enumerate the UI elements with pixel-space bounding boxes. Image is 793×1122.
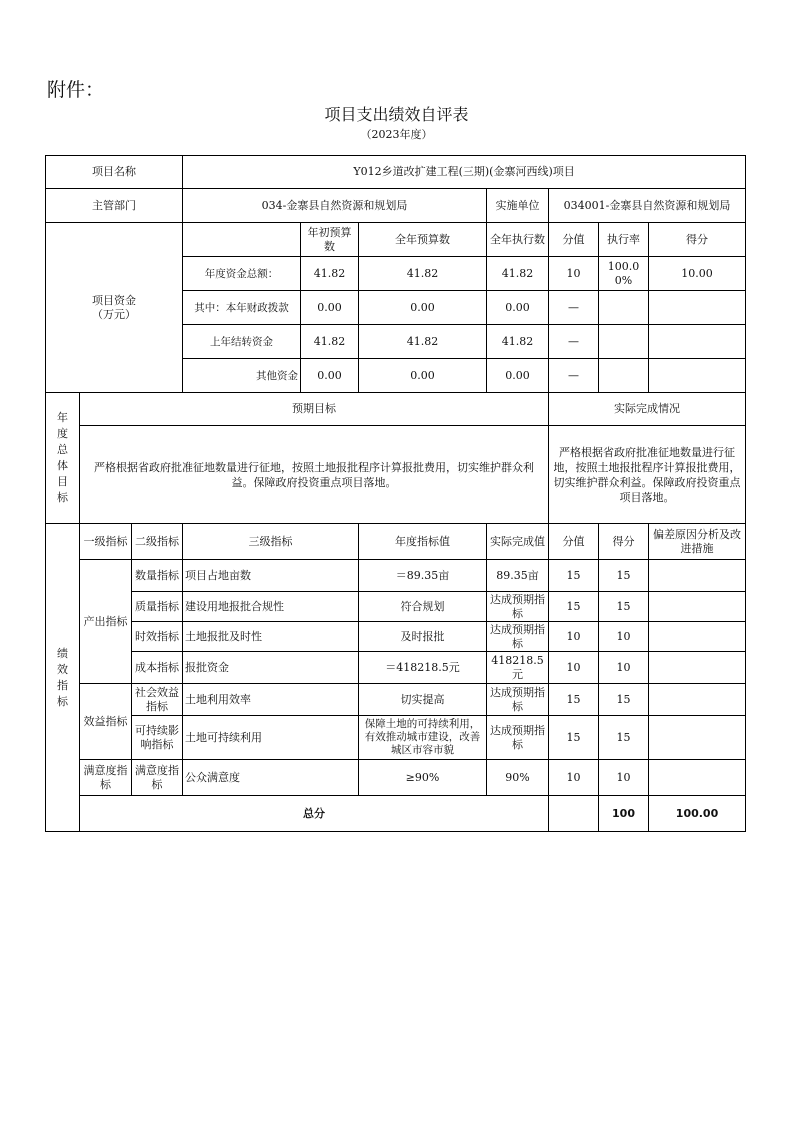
target-cell: 切实提高 (359, 684, 487, 716)
target-cell: ＝418218.5元 (359, 652, 487, 684)
score-cell: 10 (599, 622, 649, 652)
actual-cell: 达成预期指标 (487, 622, 549, 652)
header-score: 得分 (599, 524, 649, 560)
actual-cell: 90% (487, 760, 549, 796)
level3-cell: 建设用地报批合规性 (183, 592, 359, 622)
funds-row-rate (599, 291, 649, 325)
total-blank (549, 796, 599, 832)
funds-row-score (649, 291, 746, 325)
analysis-cell (649, 560, 746, 592)
score-cell: 15 (599, 684, 649, 716)
expected-goal-header: 预期目标 (80, 393, 549, 426)
goals-content-row (46, 426, 746, 524)
header-analysis: 偏差原因分析及改进措施 (649, 524, 746, 560)
indicator-row (46, 560, 746, 592)
score-cell: 15 (599, 716, 649, 760)
score-cell: 10 (599, 652, 649, 684)
funds-row-label: 上年结转资金 (183, 325, 301, 359)
self-evaluation-table (45, 155, 746, 832)
funds-header-rate: 执行率 (599, 223, 649, 257)
funds-row-initial: 0.00 (301, 291, 359, 325)
funds-row-label: 年度资金总额： (183, 257, 301, 291)
level2-cell: 质量指标 (132, 592, 183, 622)
score-cell: 10 (599, 760, 649, 796)
analysis-cell (649, 652, 746, 684)
target-cell: 符合规划 (359, 592, 487, 622)
score-value-cell: 10 (549, 652, 599, 684)
performance-indicator-label: 绩 效 指 标 (46, 524, 80, 832)
funds-header-row (46, 223, 746, 257)
header-target: 年度指标值 (359, 524, 487, 560)
impl-value: 034001-金寨县自然资源和规划局 (549, 189, 746, 223)
level3-cell: 项目占地亩数 (183, 560, 359, 592)
funds-row-full: 0.00 (359, 291, 487, 325)
level2-cell: 可持续影响指标 (132, 716, 183, 760)
funds-row-executed: 0.00 (487, 291, 549, 325)
level2-cell: 数量指标 (132, 560, 183, 592)
target-cell: ≥90% (359, 760, 487, 796)
indicator-header-row (46, 524, 746, 560)
header-level3: 三级指标 (183, 524, 359, 560)
header-score-value: 分值 (549, 524, 599, 560)
analysis-cell (649, 716, 746, 760)
level2-cell: 社会效益指标 (132, 684, 183, 716)
funds-row-executed: 41.82 (487, 325, 549, 359)
funds-row-score-value: — (549, 359, 599, 393)
report-year: （2023年度） (360, 128, 433, 141)
level2-cell: 成本指标 (132, 652, 183, 684)
actual-cell: 达成预期指标 (487, 716, 549, 760)
indicator-row (46, 622, 746, 652)
level2-cell: 时效指标 (132, 622, 183, 652)
actual-cell: 达成预期指标 (487, 684, 549, 716)
funds-row-initial: 41.82 (301, 257, 359, 291)
dept-value: 034-金寨县自然资源和规划局 (183, 189, 487, 223)
attachment-label: 附件： (47, 79, 105, 101)
header-actual: 实际完成值 (487, 524, 549, 560)
level3-cell: 土地可持续利用 (183, 716, 359, 760)
indicator-row (46, 760, 746, 796)
total-score: 100.00 (649, 796, 746, 832)
indicator-row (46, 684, 746, 716)
score-value-cell: 15 (549, 560, 599, 592)
analysis-cell (649, 760, 746, 796)
header-level1: 一级指标 (80, 524, 132, 560)
project-name-row (46, 156, 746, 189)
funds-row-score: 10.00 (649, 257, 746, 291)
level3-cell: 土地利用效率 (183, 684, 359, 716)
funds-header-full: 全年预算数 (359, 223, 487, 257)
indicator-row (46, 652, 746, 684)
target-cell: 保障土地的可持续利用，有效推动城市建设，改善城区市容市貌 (359, 716, 487, 760)
funds-row-label: 其中：本年财政拨款 (183, 291, 301, 325)
project-name-value: Y012乡道改扩建工程(三期)(金寨河西线)项目 (183, 156, 746, 189)
analysis-cell (649, 592, 746, 622)
actual-cell: 89.35亩 (487, 560, 549, 592)
funds-label: 项目资金 （万元） (46, 223, 183, 393)
total-score-value: 100 (599, 796, 649, 832)
target-cell: ＝89.35亩 (359, 560, 487, 592)
score-value-cell: 10 (549, 622, 599, 652)
score-value-cell: 15 (549, 592, 599, 622)
funds-row-score-value: — (549, 291, 599, 325)
project-name-label: 项目名称 (46, 156, 183, 189)
funds-row-rate: 100.00% (599, 257, 649, 291)
dept-label: 主管部门 (46, 189, 183, 223)
impl-label: 实施单位 (487, 189, 549, 223)
actual-completion-text: 严格根据省政府批准征地数量进行征地，按照土地报批程序计算报批费用，切实维护群众利益。保障政府投资重点项目落地。 (549, 426, 746, 524)
annual-goal-label: 年 度 总 体 目 标 (46, 393, 80, 524)
funds-row-rate (599, 359, 649, 393)
department-row (46, 189, 746, 223)
actual-cell: 达成预期指标 (487, 592, 549, 622)
funds-row-label: 其他资金 (183, 359, 301, 393)
funds-row-executed: 41.82 (487, 257, 549, 291)
score-value-cell: 15 (549, 684, 599, 716)
funds-row-score-value: — (549, 325, 599, 359)
funds-row-score-value: 10 (549, 257, 599, 291)
expected-goal-text: 严格根据省政府批准征地数量进行征地，按照土地报批程序计算报批费用，切实维护群众利益。保障政府投资重点项目落地。 (80, 426, 549, 524)
indicator-row (46, 716, 746, 760)
actual-cell: 418218.5元 (487, 652, 549, 684)
total-label: 总分 (80, 796, 549, 832)
indicator-row (46, 592, 746, 622)
level1-output: 产出指标 (80, 560, 132, 684)
analysis-cell (649, 622, 746, 652)
funds-row-score (649, 325, 746, 359)
funds-row-executed: 0.00 (487, 359, 549, 393)
funds-row-initial: 41.82 (301, 325, 359, 359)
score-cell: 15 (599, 592, 649, 622)
funds-row-score (649, 359, 746, 393)
analysis-cell (649, 684, 746, 716)
funds-row-initial: 0.00 (301, 359, 359, 393)
level2-cell: 满意度指标 (132, 760, 183, 796)
score-cell: 15 (599, 560, 649, 592)
score-value-cell: 10 (549, 760, 599, 796)
total-row (46, 796, 746, 832)
target-cell: 及时报批 (359, 622, 487, 652)
level1-benefit: 效益指标 (80, 684, 132, 760)
funds-header-blank (183, 223, 301, 257)
funds-row-full: 41.82 (359, 325, 487, 359)
funds-header-score: 得分 (649, 223, 746, 257)
funds-row-rate (599, 325, 649, 359)
funds-row-full: 41.82 (359, 257, 487, 291)
page-title: 项目支出绩效自评表 (324, 105, 469, 124)
funds-row-full: 0.00 (359, 359, 487, 393)
funds-header-initial: 年初预算数 (301, 223, 359, 257)
level1-satisfaction: 满意度指标 (80, 760, 132, 796)
funds-header-executed: 全年执行数 (487, 223, 549, 257)
level3-cell: 土地报批及时性 (183, 622, 359, 652)
actual-completion-header: 实际完成情况 (549, 393, 746, 426)
funds-header-score-value: 分值 (549, 223, 599, 257)
level3-cell: 公众满意度 (183, 760, 359, 796)
header-level2: 二级指标 (132, 524, 183, 560)
score-value-cell: 15 (549, 716, 599, 760)
level3-cell: 报批资金 (183, 652, 359, 684)
goals-header-row (46, 393, 746, 426)
